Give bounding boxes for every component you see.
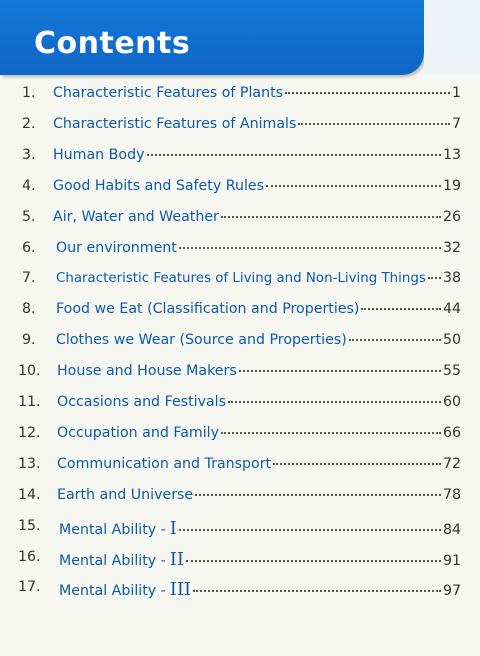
toc-entry-line <box>53 178 461 194</box>
toc-entry-page-number: 84 <box>442 521 461 538</box>
dot-leader <box>186 560 441 562</box>
toc-entry-title[interactable]: Mental Ability - <box>59 552 166 569</box>
toc-entry-number: 16. <box>18 548 41 565</box>
toc-entry-title[interactable]: Occupation and Family <box>57 424 219 441</box>
toc-entry[interactable] <box>0 332 480 360</box>
toc-entry[interactable] <box>0 425 480 453</box>
toc-entry[interactable] <box>0 178 480 206</box>
toc-entry-number: 8. <box>22 301 36 318</box>
toc-entry-number: 5. <box>22 208 36 225</box>
toc-entry-roman-numeral: I <box>169 517 177 539</box>
toc-entry-number: 13. <box>18 455 41 472</box>
dot-leader <box>221 216 441 218</box>
toc-entry[interactable] <box>0 579 480 607</box>
toc-entry-title[interactable]: House and House Makers <box>57 363 237 380</box>
toc-entry-title[interactable]: Our environment <box>56 239 177 256</box>
dot-leader <box>361 308 440 310</box>
page-title: Contents <box>34 26 191 61</box>
toc-entry-page-number: 50 <box>442 332 461 349</box>
toc-entry-line <box>56 270 461 286</box>
dot-leader <box>266 185 441 187</box>
toc-entry-page-number: 38 <box>442 270 461 287</box>
toc-entry-page-number: 91 <box>442 552 461 569</box>
toc-entry-title[interactable]: Good Habits and Safety Rules <box>53 177 265 194</box>
toc-entry-roman-numeral: III <box>169 579 192 601</box>
toc-entry[interactable] <box>0 456 480 484</box>
toc-entry-page-number: 1 <box>451 85 461 101</box>
contents-banner <box>0 0 424 75</box>
toc-entry-page-number: 13 <box>442 146 461 163</box>
toc-entry-line <box>56 301 461 317</box>
toc-entry-line <box>59 579 461 600</box>
toc-entry-number: 9. <box>22 332 36 349</box>
toc-entry-line <box>53 147 461 163</box>
toc-entry-line <box>57 394 461 410</box>
toc-entry-line <box>57 425 461 441</box>
toc-entry[interactable] <box>0 487 480 515</box>
dot-leader <box>239 370 441 372</box>
toc-entry-number: 17. <box>18 579 41 596</box>
toc-entry-line <box>53 209 461 225</box>
toc-entry[interactable] <box>0 116 480 144</box>
toc-entry[interactable] <box>0 209 480 237</box>
dot-leader <box>228 401 441 403</box>
banner-background <box>424 0 480 75</box>
toc-entry-title[interactable]: Mental Ability - <box>59 583 166 600</box>
toc-entry-page-number: 66 <box>442 424 461 441</box>
toc-entry-page-number: 97 <box>442 583 461 600</box>
toc-entry[interactable] <box>0 518 480 546</box>
toc-entry-number: 15. <box>18 517 41 534</box>
toc-entry-title[interactable]: Clothes we Wear (Source and Properties) <box>56 332 347 349</box>
toc-entry-line <box>57 487 461 503</box>
toc-entry-page-number: 55 <box>442 363 461 380</box>
toc-entry-line <box>59 549 461 570</box>
dot-leader <box>285 92 450 94</box>
toc-entry-page-number: 32 <box>442 239 461 256</box>
toc-entry[interactable] <box>0 363 480 391</box>
dot-leader <box>221 432 441 434</box>
toc-entry-number: 11. <box>18 394 41 410</box>
dot-leader <box>193 590 441 592</box>
dot-leader <box>349 339 441 341</box>
dot-leader <box>298 123 450 125</box>
toc-entry-roman-numeral: II <box>169 548 185 570</box>
toc-entry-page-number: 44 <box>442 301 461 318</box>
toc-entry-title[interactable]: Air, Water and Weather <box>53 208 219 225</box>
toc-entry[interactable] <box>0 85 480 113</box>
toc-entry-number: 10. <box>18 363 41 380</box>
toc-entry-number: 2. <box>22 115 36 132</box>
toc-entry-title[interactable]: Occasions and Festivals <box>57 394 227 410</box>
toc-entry-title[interactable]: Communication and Transport <box>57 455 272 472</box>
dot-leader <box>273 463 441 465</box>
toc-entry-page-number: 7 <box>451 115 461 132</box>
toc-entry-page-number: 60 <box>442 394 461 410</box>
toc-entry-title[interactable]: Human Body <box>53 146 145 163</box>
toc-entry-line <box>53 116 461 132</box>
toc-entry[interactable] <box>0 549 480 577</box>
toc-entry-number: 6. <box>22 239 36 256</box>
dot-leader <box>428 277 441 279</box>
toc-entry-title[interactable]: Characteristic Features of Animals <box>53 115 297 132</box>
toc-entry-title[interactable]: Mental Ability - <box>59 521 166 538</box>
toc-entry[interactable] <box>0 240 480 268</box>
toc-entry-number: 7. <box>22 270 36 287</box>
toc-entry-line <box>53 85 461 101</box>
toc-entry-number: 1. <box>22 85 36 101</box>
toc-entry-title[interactable]: Food we Eat (Classification and Properties) <box>56 301 360 318</box>
toc-entry-title[interactable]: Earth and Universe <box>57 486 194 503</box>
toc-entry-page-number: 26 <box>442 208 461 225</box>
toc-entry[interactable] <box>0 270 480 298</box>
toc-entry-page-number: 72 <box>442 455 461 472</box>
toc-entry-line <box>57 363 461 379</box>
toc-entry-number: 14. <box>18 486 41 503</box>
toc-entry-title[interactable]: Characteristic Features of Living and Non-Living Things <box>56 271 426 287</box>
toc-entry-number: 3. <box>22 146 36 163</box>
dot-leader <box>179 529 441 531</box>
toc-entry-line <box>56 332 461 348</box>
toc-entry-number: 4. <box>22 177 36 194</box>
toc-entry[interactable] <box>0 147 480 175</box>
toc-entry-line <box>57 456 461 472</box>
dot-leader <box>179 247 441 249</box>
toc-entry-page-number: 19 <box>442 177 461 194</box>
dot-leader <box>147 154 441 156</box>
toc-entry-number: 12. <box>18 424 41 441</box>
toc-entry-line <box>56 240 461 256</box>
toc-entry[interactable] <box>0 394 480 422</box>
toc-entry-page-number: 78 <box>442 486 461 503</box>
toc-entry-line <box>59 518 461 539</box>
toc-entry-title[interactable]: Characteristic Features of Plants <box>53 85 284 101</box>
toc-entry[interactable] <box>0 301 480 329</box>
dot-leader <box>195 494 441 496</box>
